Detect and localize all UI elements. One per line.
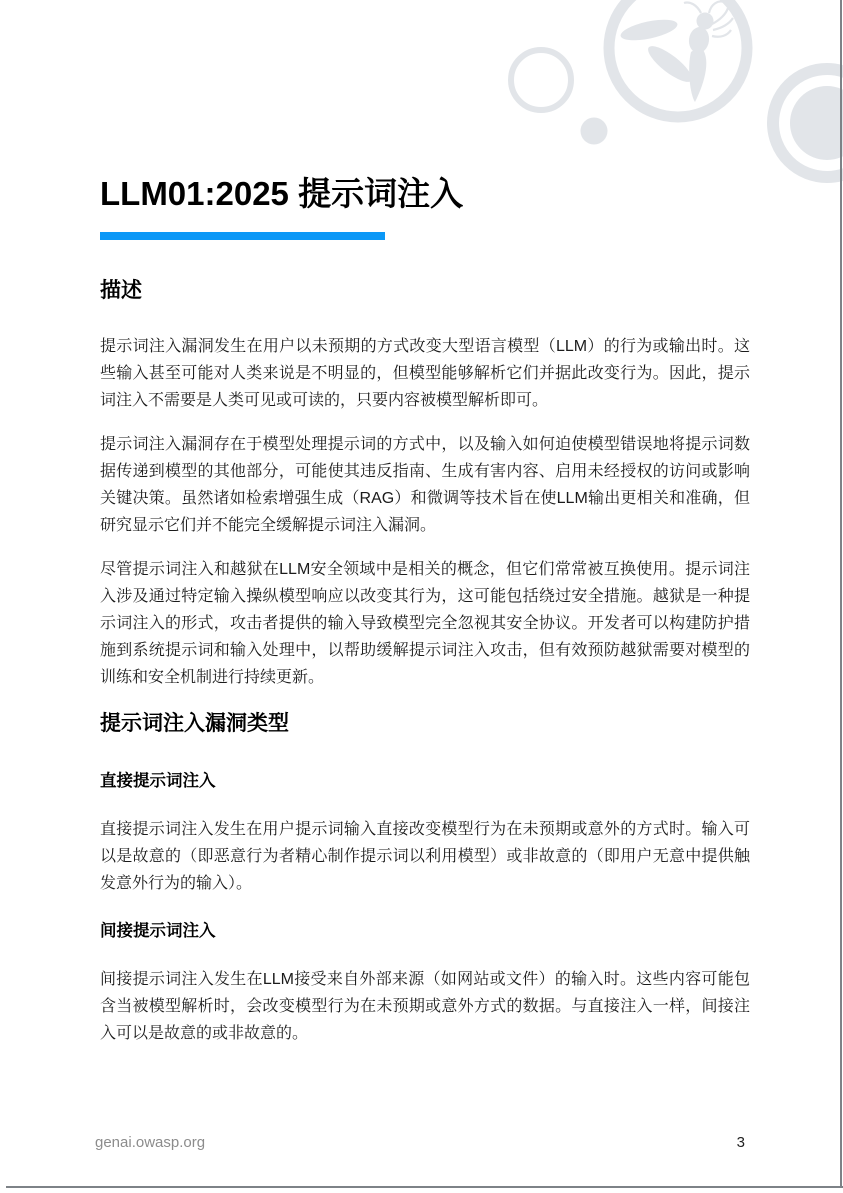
decor-concentric-circles [773, 69, 843, 177]
subheading-direct-injection: 直接提示词注入 [100, 772, 216, 790]
section-heading-types: 提示词注入漏洞类型 [100, 712, 289, 735]
page-edge-right-rule [840, 0, 842, 1188]
indirect-injection-paragraph: 间接提示词注入发生在LLM接受来自外部来源（如网站或文件）的输入时。这些内容可能包含当被模型解析时，会改变模型行为在未预期或意外方式的数据。与直接注入一样，间接注入可以是故意的或非故意的。 [100, 971, 750, 1042]
description-paragraph-2: 提示词注入漏洞存在于模型处理提示词的方式中，以及输入如何迫使模型错误地将提示词数据传递到模型的其他部分，可能使其违反指南、生成有害内容、启用未经授权的访问或影响关键决策。虽然诸如检索增强生成（RAG）和微调等技术旨在使LLM输出更相关和准确，但研究显示它们并不能完全缓解提示词注入漏洞。 [100, 436, 750, 534]
subheading-indirect-injection: 间接提示词注入 [100, 922, 216, 940]
page-number: 3 [736, 1134, 745, 1151]
owasp-logo-watermark [0, 0, 843, 200]
title-accent-bar [100, 232, 385, 240]
page-title: LLM01:2025 提示词注入 [100, 175, 464, 212]
section-heading-description: 描述 [100, 279, 142, 302]
footer-site-link[interactable]: genai.owasp.org [95, 1134, 206, 1151]
direct-injection-paragraph: 直接提示词注入发生在用户提示词输入直接改变模型行为在未预期或意外的方式时。输入可以是故意的（即恶意行为者精心制作提示词以利用模型）或非故意的（即用户无意中提供触发意外行为的输入）。 [100, 821, 750, 892]
description-paragraph-3: 尽管提示词注入和越狱在LLM安全领域中是相关的概念，但它们常常被互换使用。提示词注入涉及通过特定输入操纵模型响应以改变其行为，这可能包括绕过安全措施。越狱是一种提示词注入的形式，攻击者提供的输入导致模型完全忽视其安全协议。开发者可以构建防护措施到系统提示词和输入处理中，以帮助缓解提示词注入攻击，但有效预防越狱需要对模型的训练和安全机制进行持续更新。 [100, 561, 750, 686]
owasp-wasp-icon [609, 0, 747, 117]
description-paragraph-1: 提示词注入漏洞发生在用户以未预期的方式改变大型语言模型（LLM）的行为或输出时。这些输入甚至可能对人类来说是不明显的，但模型能够解析它们并据此改变行为。因此，提示词注入不需要是人类可见或可读的，只要内容被模型解析即可。 [100, 338, 750, 409]
decor-ring-small [511, 50, 571, 110]
page-edge-bottom-rule [6, 1186, 843, 1188]
decor-dot [581, 118, 608, 145]
